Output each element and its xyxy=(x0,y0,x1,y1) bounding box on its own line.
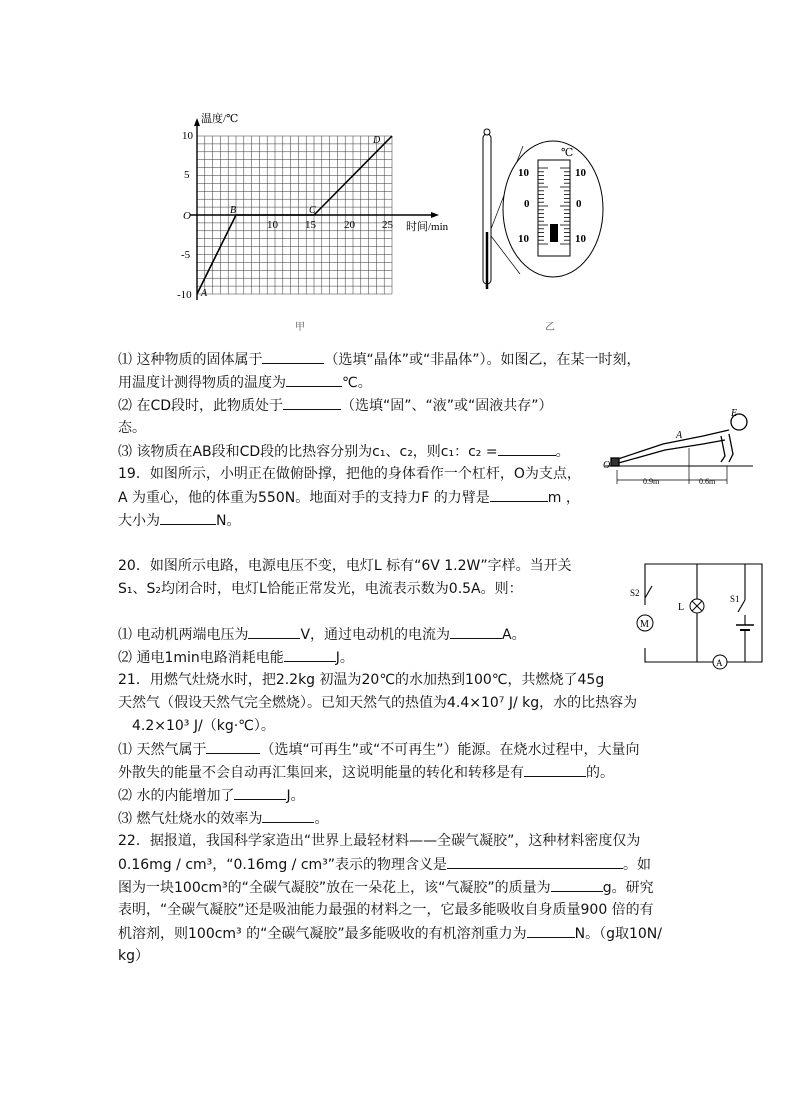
label-s1: S1 xyxy=(730,594,740,604)
label-e: E xyxy=(731,408,738,419)
answer-blank[interactable] xyxy=(498,441,556,456)
q19-line1: 19．如图所示，小明正在做俯卧撑，把他的身体看作一个杠杆，O为支点， xyxy=(118,466,581,482)
answer-blank[interactable] xyxy=(234,785,286,800)
caption-yi: 乙 xyxy=(545,322,555,333)
label-motor: M xyxy=(640,619,649,630)
q22-line1: 22．据报道，我国科学家造出“世界上最轻材料——全碳气凝胶”，这种材料密度仅为 xyxy=(118,833,641,849)
dim-right: 0.6m xyxy=(699,477,716,486)
q21-part2: ⑵ 水的内能增加了 J。 xyxy=(118,785,305,806)
label-o: O xyxy=(603,460,611,471)
circuit-diagram xyxy=(620,560,770,672)
point-d-label: D xyxy=(373,135,381,146)
thermometer-unit: ℃ xyxy=(561,147,574,159)
q20-line2: S₁、S₂均闭合时，电灯L恰能正常发光，电流表示数为0.5A。则： xyxy=(118,581,523,597)
dim-left: 0.9m xyxy=(643,477,660,486)
x-tick-15: 15 xyxy=(305,219,316,231)
answer-blank[interactable] xyxy=(450,624,502,639)
y-tick-neg10: -10 xyxy=(177,289,192,301)
q21-part1-cont: 外散失的能量不会自动再汇集回来，这说明能量的转化和转移是有 的。 xyxy=(118,762,614,783)
q18-part1-cont: 用温度计测得物质的温度为 ℃。 xyxy=(118,372,372,393)
x-tick-10: 10 xyxy=(267,219,278,231)
q18-part2: ⑵ 在CD段时，此物质处于 （选填“固”、“液”或“固液共存”） xyxy=(118,395,553,416)
answer-blank[interactable] xyxy=(284,647,336,662)
label-ammeter: A xyxy=(716,658,723,668)
y-tick-neg5: -5 xyxy=(181,249,191,261)
q22-line4: 表明，“全碳气凝胶”还是吸油能力最强的材料之一，它最多能吸收自身质量900 倍的有 xyxy=(118,902,654,918)
label-s2: S2 xyxy=(630,588,640,598)
left-label-10-bottom: 10 xyxy=(518,233,529,245)
answer-blank[interactable] xyxy=(248,624,300,639)
caption-jia: 甲 xyxy=(295,322,305,333)
right-label-10-top: 10 xyxy=(575,167,586,179)
answer-blank[interactable] xyxy=(447,854,623,869)
q21-line1: 21．用燃气灶烧水时，把2.2kg 初温为20℃的水加热到100℃，共燃烧了45g xyxy=(118,672,605,688)
q22-line3: 图为一块100cm³的“全碳气凝胶”放在一朵花上，该“气凝胶”的质量为 g。研究 xyxy=(118,877,654,898)
answer-blank[interactable] xyxy=(160,510,216,525)
q22-line2: 0.16mg / cm³，“0.16mg / cm³”表示的物理含义是 。如 xyxy=(118,854,651,875)
q22-line6: kg） xyxy=(118,948,149,964)
q18-part2-cont: 态。 xyxy=(118,420,146,436)
left-label-10-top: 10 xyxy=(518,167,529,179)
point-a-label: A xyxy=(201,288,208,299)
q19-line2: A 为重心，他的体重为550N。地面对手的支持力F 的力臂是 m ， xyxy=(118,487,580,508)
q18-part1: ⑴ 这种物质的固体属于 （选填“晶体”或“非晶体”）。如图乙，在某一时刻， xyxy=(118,349,640,370)
right-label-10-bottom: 10 xyxy=(575,233,586,245)
answer-blank[interactable] xyxy=(206,739,260,754)
mercury-column xyxy=(550,224,558,242)
q22-line5: 机溶剂，则100cm³ 的“全碳气凝胶”最多能吸收的有机溶剂重力为 N。（g取10N/ xyxy=(118,923,662,944)
answer-blank[interactable] xyxy=(524,762,586,777)
pushup-figure xyxy=(603,408,763,496)
answer-blank[interactable] xyxy=(286,372,342,387)
switch-s2 xyxy=(645,586,652,598)
answer-blank[interactable] xyxy=(283,395,341,410)
left-label-0: 0 xyxy=(524,198,530,210)
temperature-time-graph xyxy=(170,108,460,338)
x-tick-20: 20 xyxy=(344,219,355,231)
thermometer-figure xyxy=(478,124,608,334)
q19-line3: 大小为 N。 xyxy=(118,510,240,531)
label-lamp: L xyxy=(678,602,685,613)
answer-blank[interactable] xyxy=(551,877,603,892)
point-c-label: C xyxy=(309,205,316,216)
point-b-label: B xyxy=(230,205,237,216)
q21-part3: ⑶ 燃气灶烧水的效率为 。 xyxy=(118,808,328,829)
y-axis-label: 温度/℃ xyxy=(201,113,239,125)
x-axis-label: 时间/min xyxy=(406,221,449,233)
label-a: A xyxy=(676,430,683,441)
answer-blank[interactable] xyxy=(527,923,575,938)
origin-label: O xyxy=(183,210,191,222)
q20-part2: ⑵ 通电1min电路消耗电能 J。 xyxy=(118,647,354,668)
x-tick-25: 25 xyxy=(382,219,393,231)
y-tick-5: 5 xyxy=(184,169,190,181)
answer-blank[interactable] xyxy=(490,487,548,502)
right-label-0: 0 xyxy=(576,198,582,210)
q21-part1: ⑴ 天然气属于 （选填“可再生”或“不可再生”）能源。在烧水过程中，大量向 xyxy=(118,739,639,760)
q18-part3: ⑶ 该物质在AB段和CD段的比热容分别为c₁、c₂，则c₁：c₂ = 。 xyxy=(118,441,570,462)
answer-blank[interactable] xyxy=(262,349,324,364)
q21-line2: 天然气（假设天然气完全燃烧）。已知天然气的热值为4.4×10⁷ J/ kg，水的比热容为 xyxy=(118,695,638,711)
q20-line1: 20．如图所示电路，电源电压不变，电灯L 标有“6V 1.2W”字样。当开关 xyxy=(118,558,572,574)
y-tick-10: 10 xyxy=(182,130,193,142)
q21-line3: 4.2×10³ J/（kg·℃）。 xyxy=(132,718,275,734)
q20-part1: ⑴ 电动机两端电压为 V，通过电动机的电流为 A。 xyxy=(118,624,526,645)
answer-blank[interactable] xyxy=(262,808,314,823)
